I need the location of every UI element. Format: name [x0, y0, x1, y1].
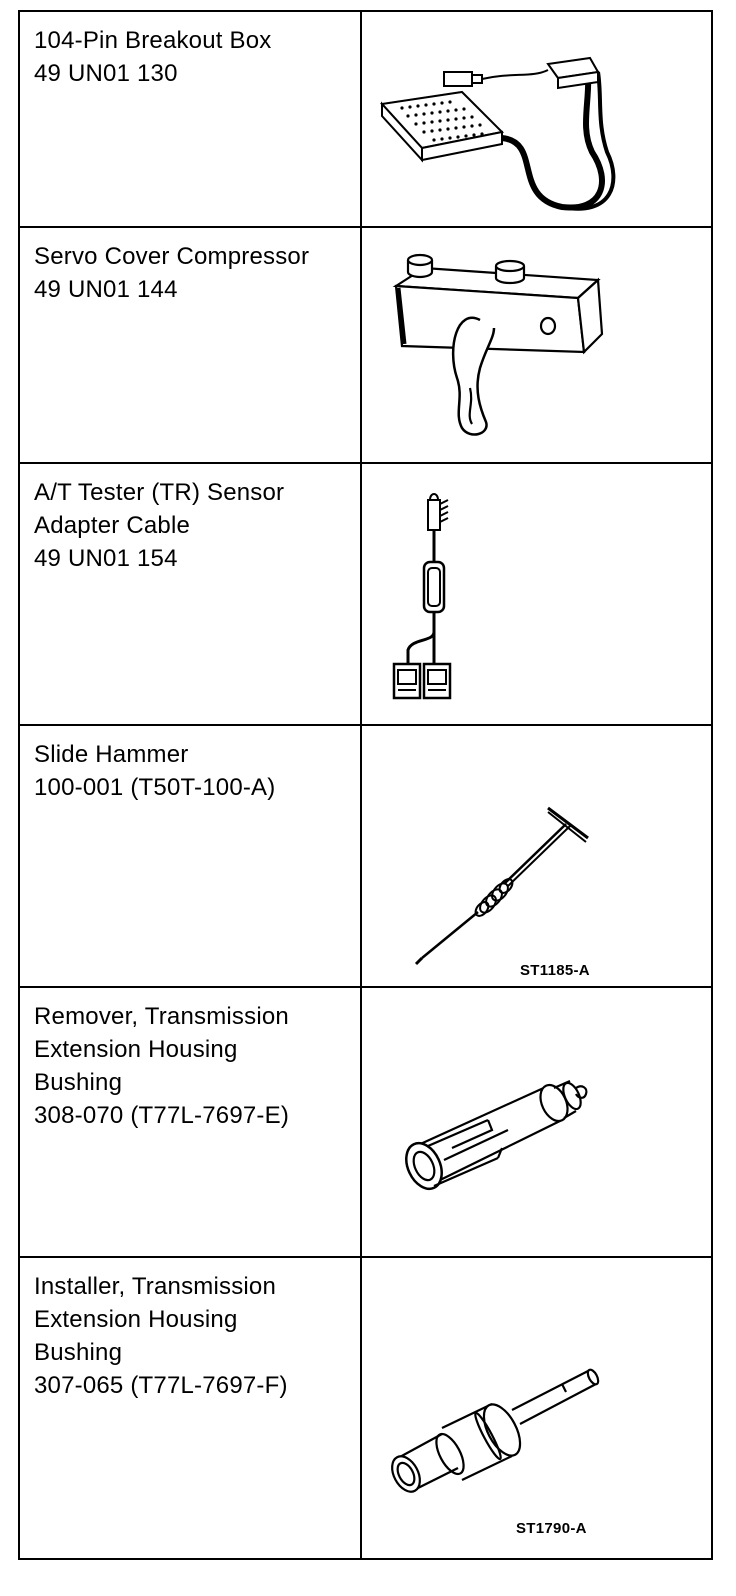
tool-name: Adapter Cable [34, 512, 191, 539]
tool-description-cell [19, 11, 361, 227]
tool-name: 104-Pin Breakout Box [34, 27, 272, 54]
tool-description-cell [19, 1257, 361, 1559]
table-row [19, 463, 712, 725]
tool-name: Slide Hammer [34, 741, 189, 768]
tool-number: 49 UN01 154 [34, 545, 178, 572]
tool-name: Extension Housing [34, 1306, 238, 1333]
figure-code: ST1185-A [520, 962, 590, 979]
table-row [19, 11, 712, 227]
tool-number: 49 UN01 130 [34, 60, 178, 87]
tool-illustration-cell [361, 463, 712, 725]
tool-number: 307-065 (T77L-7697-F) [34, 1372, 288, 1399]
tool-illustration-cell [361, 11, 712, 227]
adapter-cable-illustration [362, 464, 727, 722]
table-row [19, 725, 712, 987]
bushing-installer-illustration [362, 1258, 727, 1556]
tool-name: Extension Housing [34, 1036, 238, 1063]
tool-description-cell [19, 987, 361, 1257]
tool-illustration-cell [361, 227, 712, 463]
table-row [19, 987, 712, 1257]
figure-code: ST1790-A [516, 1520, 587, 1537]
tool-number: 308-070 (T77L-7697-E) [34, 1102, 290, 1129]
breakout-box-illustration [362, 12, 727, 224]
tool-illustration-cell [361, 725, 712, 987]
tool-number: 100-001 (T50T-100-A) [34, 774, 276, 801]
tool-description-cell [19, 463, 361, 725]
tool-name: A/T Tester (TR) Sensor [34, 479, 285, 506]
tool-description-cell [19, 227, 361, 463]
tool-number: 49 UN01 144 [34, 276, 178, 303]
bushing-remover-illustration [362, 988, 727, 1254]
tool-illustration-cell [361, 987, 712, 1257]
tool-description-cell [19, 725, 361, 987]
servo-cover-compressor-illustration [362, 228, 727, 460]
table-row [19, 227, 712, 463]
slide-hammer-illustration [362, 726, 727, 984]
table-row [19, 1257, 712, 1559]
tool-name: Bushing [34, 1339, 123, 1366]
tool-illustration-cell [361, 1257, 712, 1559]
tool-name: Installer, Transmission [34, 1273, 277, 1300]
tool-name: Servo Cover Compressor [34, 243, 310, 270]
tool-name: Bushing [34, 1069, 123, 1096]
special-tools-table [18, 10, 713, 1560]
tool-name: Remover, Transmission [34, 1003, 289, 1030]
